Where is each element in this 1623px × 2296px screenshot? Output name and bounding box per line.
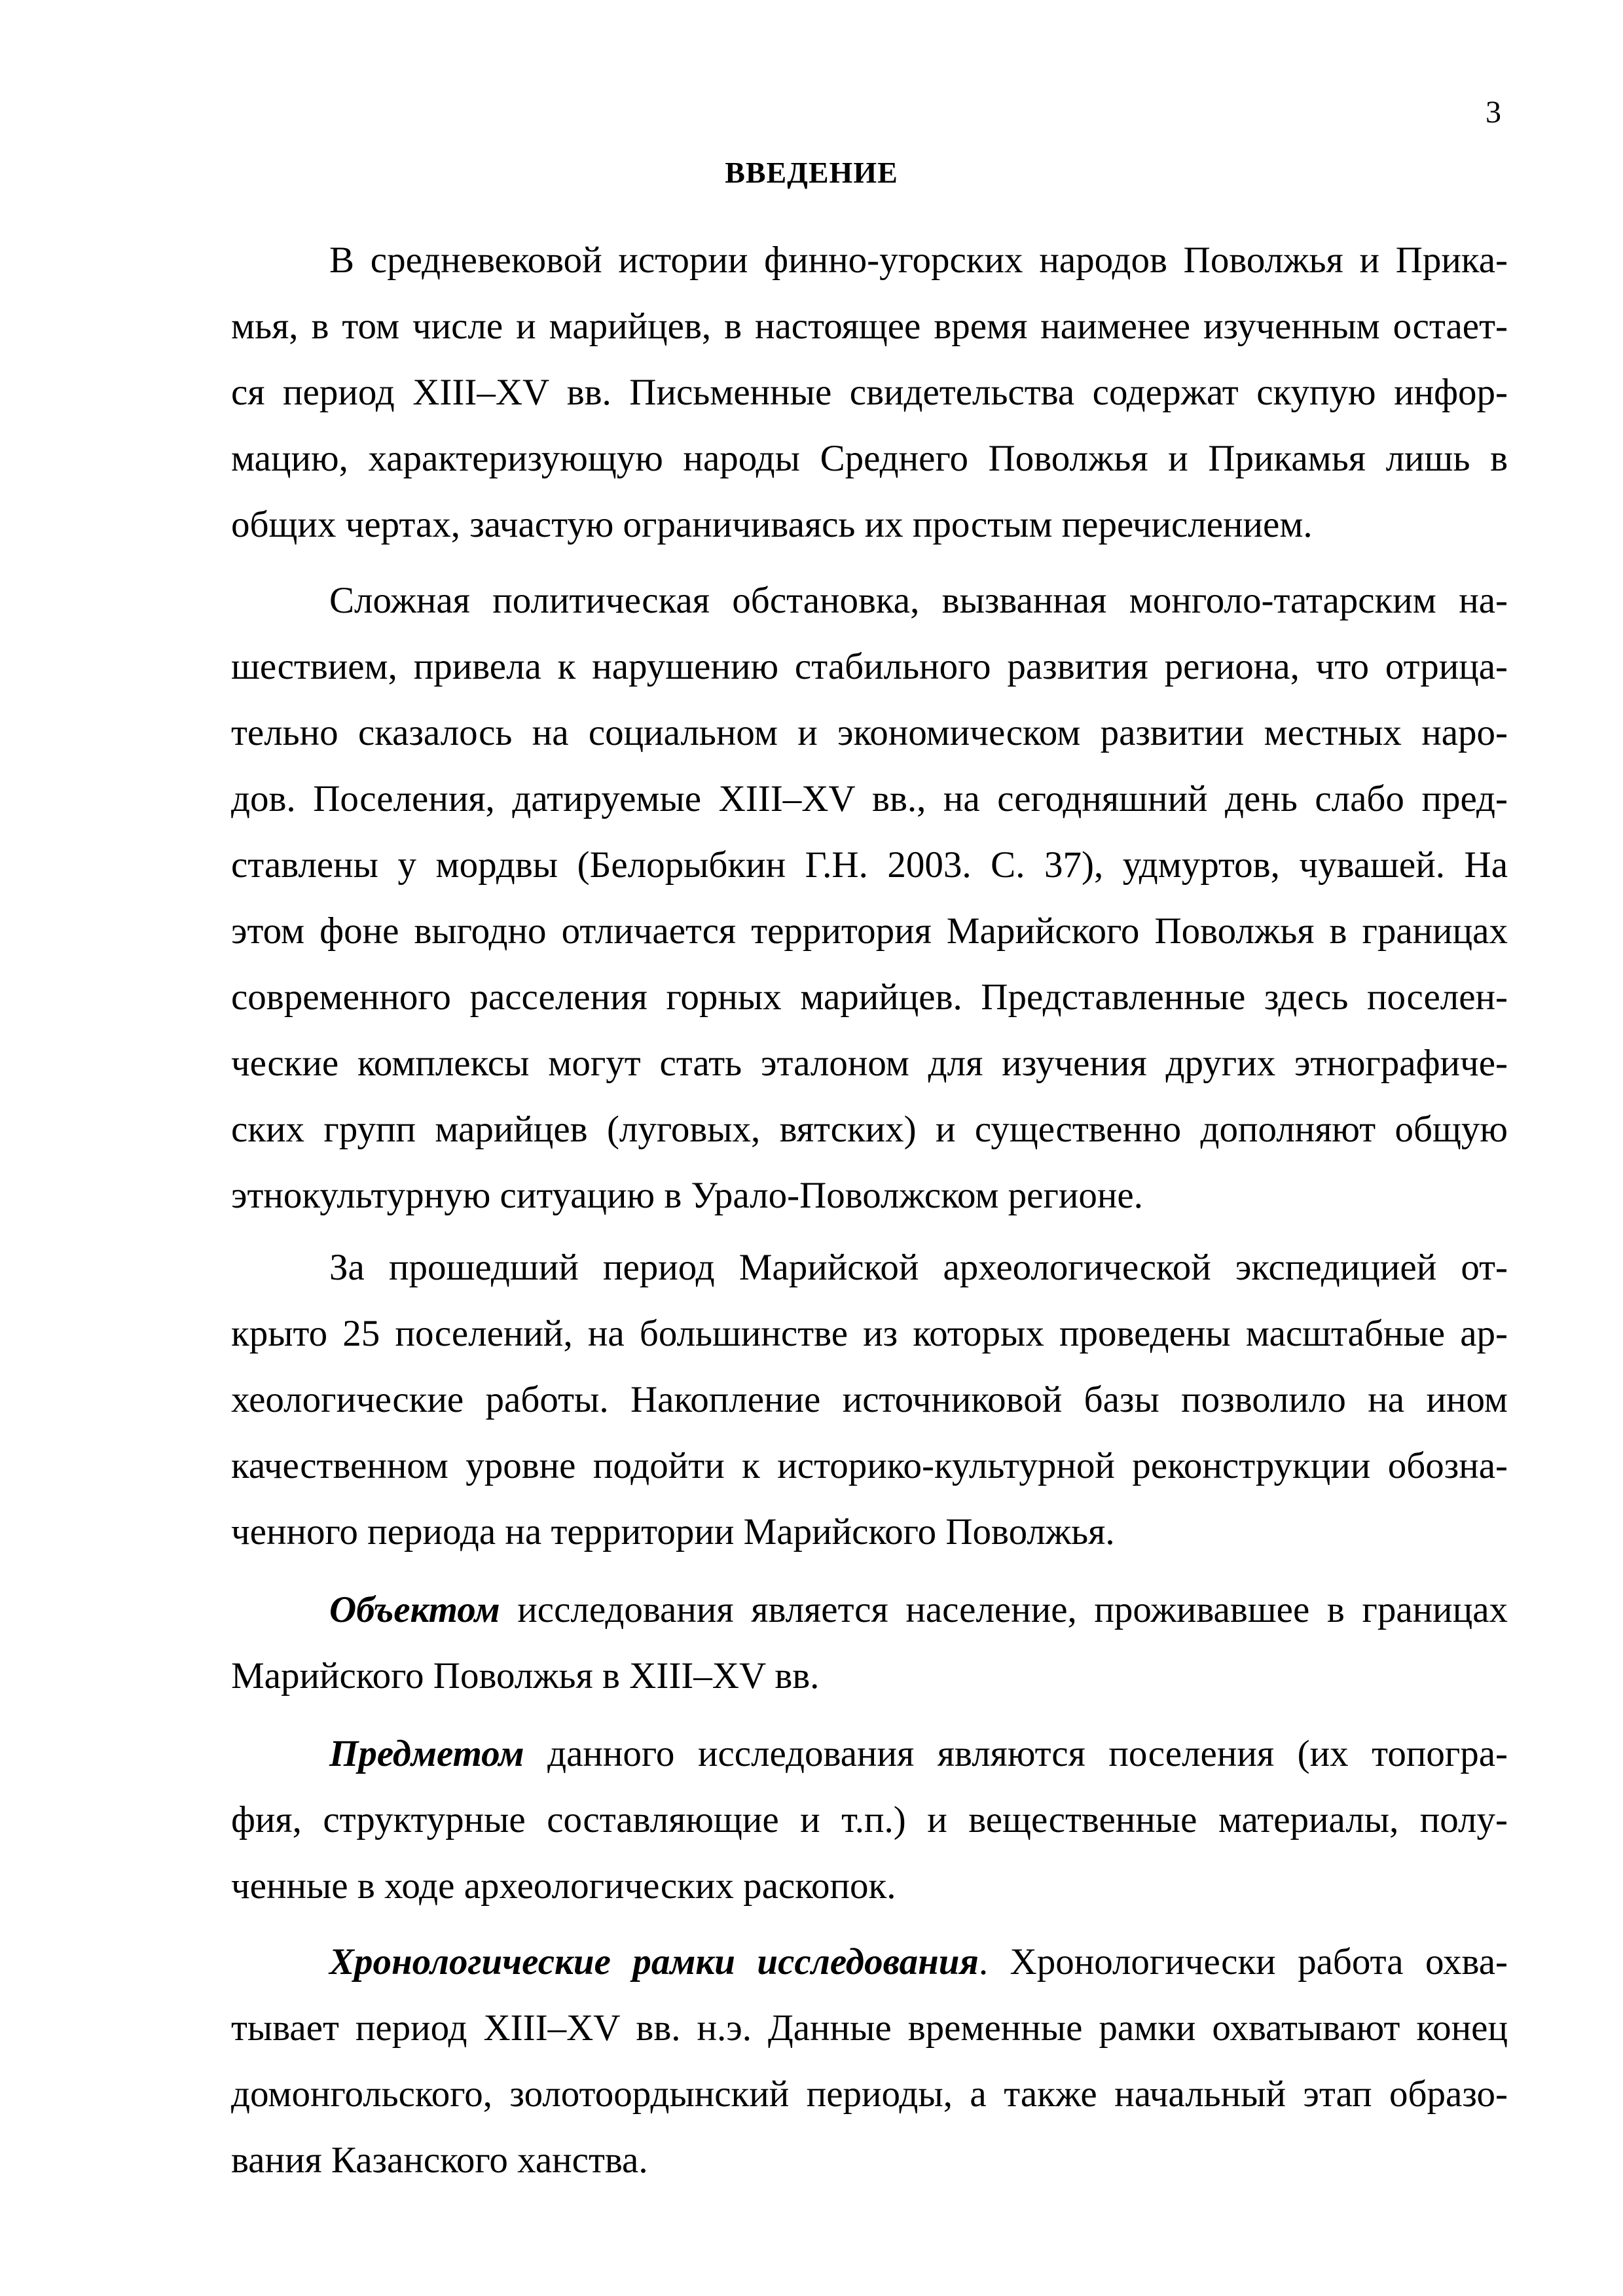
- text-line: мья, в том числе и марийцев, в настоящее время наименее изученным остает-: [231, 306, 1508, 347]
- text-fragment: исследования является население, проживавшее в границах: [500, 1589, 1508, 1630]
- text-line: Сложная политическая обстановка, вызванная монголо-татарским на-: [329, 580, 1508, 621]
- text-line: этнокультурную ситуацию в Урало-Поволжском регионе.: [231, 1175, 1143, 1216]
- text-line: современного расселения горных марийцев. Представленные здесь поселен-: [231, 977, 1508, 1018]
- text-line: ческие комплексы могут стать эталоном для изучения других этнографиче-: [231, 1043, 1508, 1084]
- paragraph-expedition: [231, 1234, 1508, 1565]
- text-line: дов. Поселения, датируемые XIII–XV вв., на сегодняшний день слабо пред-: [231, 778, 1508, 819]
- text-line: домонгольского, золотоордынский периоды, а также начальный этап образо-: [231, 2073, 1508, 2115]
- text-line: ставлены у мордвы (Белорыбкин Г.Н. 2003. С. 37), удмуртов, чувашей. На: [231, 844, 1508, 886]
- text-line: хеологические работы. Накопление источниковой базы позволило на ином: [231, 1379, 1508, 1420]
- paragraph-chronology: [231, 1929, 1508, 2193]
- text-line: ченного периода на территории Марийского Поволжья.: [231, 1511, 1115, 1552]
- text-fragment: данного исследования являются поселения (их топогра-: [524, 1733, 1508, 1774]
- text-line: мацию, характеризующую народы Среднего Поволжья и Прикамья лишь в: [231, 438, 1508, 479]
- body-text: [231, 227, 1508, 2193]
- page-number: 3: [1486, 95, 1501, 130]
- paragraph-object: [231, 1577, 1508, 1709]
- paragraph-political-context: [231, 567, 1508, 1229]
- page-heading: ВВЕДЕНИЕ: [725, 156, 898, 189]
- text-line: За прошедший период Марийской археологической экспедицией от-: [329, 1247, 1508, 1288]
- text-line: крыто 25 поселений, на большинстве из которых проведены масштабные ар-: [231, 1313, 1508, 1354]
- paragraph-subject: [231, 1721, 1508, 1919]
- paragraph-lead-term: Предметом: [329, 1733, 524, 1774]
- paragraph-lead-term: Объектом: [329, 1589, 500, 1630]
- text-line: [231, 1929, 1508, 1995]
- text-line: общих чертах, зачастую ограничиваясь их простым перечислением.: [231, 504, 1313, 545]
- text-line: шествием, привела к нарушению стабильного развития региона, что отрица-: [231, 646, 1508, 687]
- text-line: ских групп марийцев (луговых, вятских) и существенно дополняют общую: [231, 1109, 1508, 1150]
- text-line: В средневековой истории финно-угорских народов Поволжья и Прика-: [329, 240, 1508, 281]
- text-line: качественном уровне подойти к историко-культурной реконструкции обозна-: [231, 1445, 1508, 1486]
- text-line: вания Казанского ханства.: [231, 2140, 648, 2181]
- text-line: тывает период XIII–XV вв. н.э. Данные временные рамки охватывают конец: [231, 2007, 1508, 2049]
- text-fragment: . Хронологически работа охва-: [978, 1941, 1508, 1982]
- text-line: тельно сказалось на социальном и экономическом развитии местных наро-: [231, 712, 1508, 753]
- paragraph-lead-term: Хронологические рамки исследования: [329, 1941, 979, 1982]
- paragraph-intro: [231, 227, 1508, 558]
- text-line: фия, структурные составляющие и т.п.) и вещественные материалы, полу-: [231, 1799, 1508, 1840]
- text-line: этом фоне выгодно отличается территория Марийского Поволжья в границах: [231, 910, 1508, 952]
- text-line: ченные в ходе археологических раскопок.: [231, 1865, 896, 1907]
- text-line: [231, 1577, 1508, 1643]
- text-line: ся период XIII–XV вв. Письменные свидетельства содержат скупую инфор-: [231, 372, 1508, 413]
- text-line: Марийского Поволжья в XIII–XV вв.: [231, 1655, 820, 1696]
- text-line: [231, 1721, 1508, 1787]
